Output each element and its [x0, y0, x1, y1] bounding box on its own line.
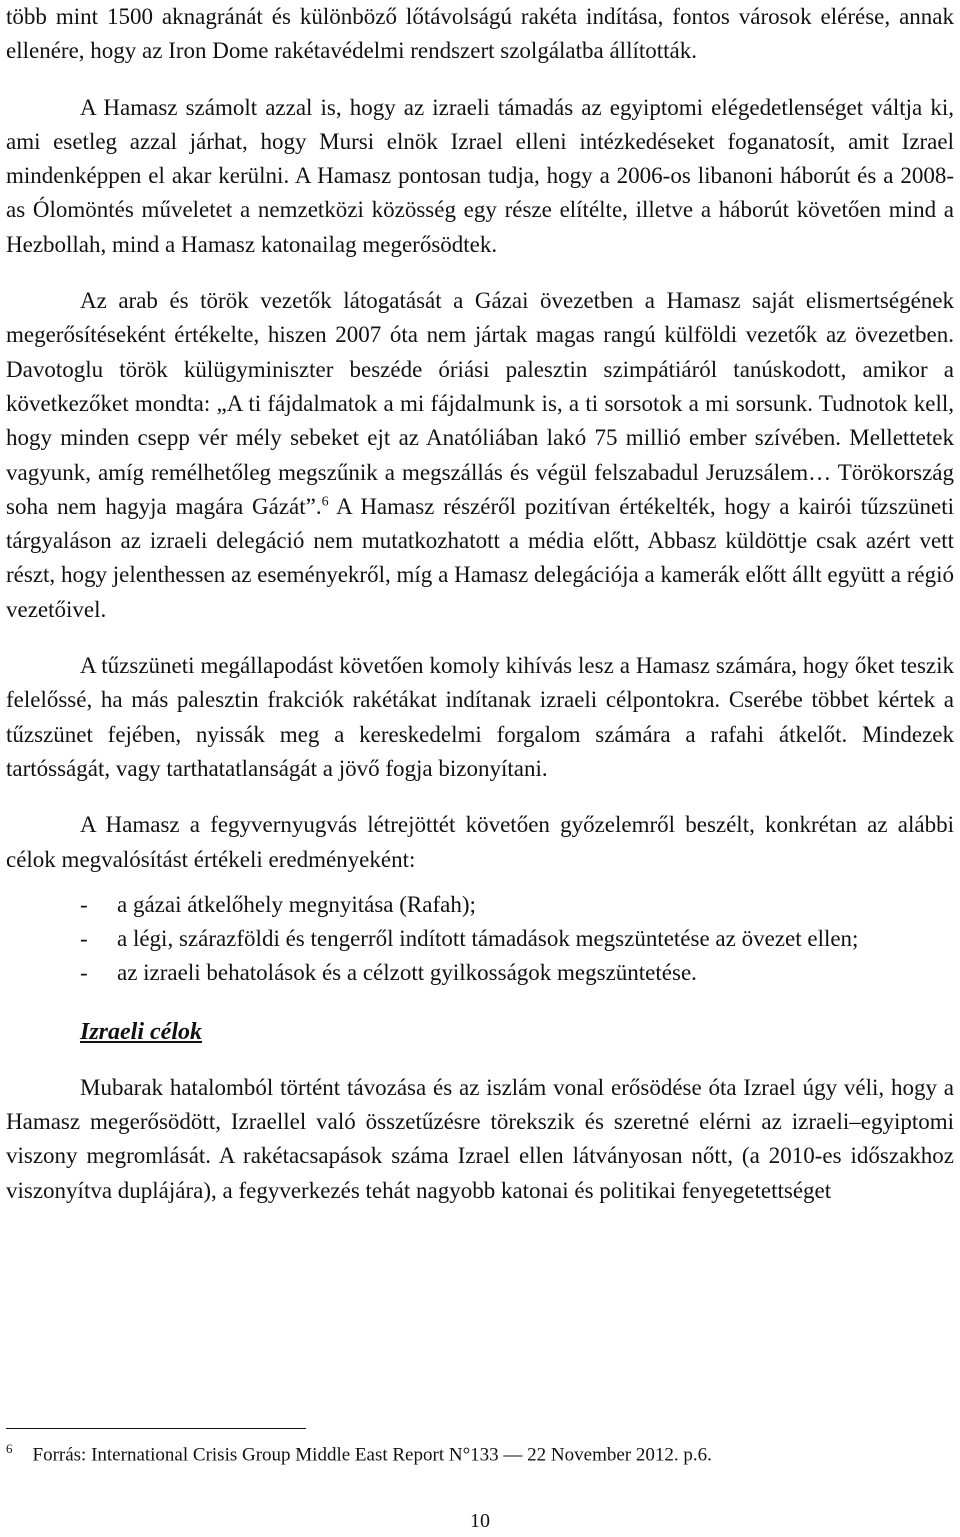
paragraph-3-text: Az arab és török vezetők látogatását a Gázai övezetben a Hamasz saját elismertségének megerősítéseként értékelte, hiszen 2007 óta nem jártak magas rangú külföldi vezetők az övezetben. Davotoglu török külügyminiszter beszéde óriási palesztin szimpátiáról tanúskodott, amikor a következőket mondta: „A ti fájdalmatok a mi fájdalmunk is, a ti sorsotok a mi sorsunk. Tudnotok kell, hogy minden csepp vér mély sebeket ejt az Anatóliában lakó 75 millió ember szívében. Mellettetek vagyunk, amíg remélhetőleg megszűnik a megszállás és végül felszabadul Jeruzsálem… Törökország soha nem hagyja magára Gázát”.	[6, 288, 954, 519]
list-item-text: a légi, szárazföldi és tengerről indított támadások megszüntetése az övezet ellen;	[117, 926, 859, 952]
paragraph-3-continued: A Hamasz részéről pozitívan értékelték, hogy a kairói tűzszüneti tárgyaláson az izraeli delegáció nem mutatkozhatott a média előtt, Abbasz küldöttje csak azért vett részt, hogy jelenthessen az eseményekről, míg a Hamasz delegációja a kamerák előtt állt együtt a régió vezetőivel.	[6, 493, 955, 622]
list-item	[6, 922, 954, 956]
list-item-text: a gázai átkelőhely megnyitása (Rafah);	[117, 891, 476, 917]
list-item	[6, 956, 954, 990]
page-number: 10	[470, 1510, 490, 1532]
document-page	[6, 0, 954, 1208]
list-dash: -	[80, 960, 88, 986]
footnote	[6, 1436, 954, 1468]
list-item	[6, 888, 954, 922]
list-dash: -	[80, 926, 88, 952]
list-dash: -	[80, 891, 88, 917]
paragraph-6: Mubarak hatalomból történt távozása és az iszlám vonal erősödése óta Izrael úgy véli, hogy a Hamasz megerősödött, Izraellel való összetűzésre törekszik és szeretné elérni az izraeli–egyiptomi viszony megromlását. A rakétacsapások száma Izrael ellen látványosan nőtt, (a 2010-es időszakhoz viszonyítva duplájára), a fegyverkezés tehát nagyobb katonai és politikai fenyegetettséget	[6, 1074, 954, 1203]
paragraph-4: A tűzszüneti megállapodást követően komoly kihívás lesz a Hamasz számára, hogy őket teszik felelőssé, ha más palesztin frakciók rakétákat indítanak izraeli célpontokra. Cserébe többet kértek a tűzszünet fejében, nyissák meg a kereskedelmi forgalom számára a rafahi átkelőt. Mindezek tartósságát, vagy tarthatatlanságát a jövő fogja bizonyítani.	[6, 653, 954, 781]
paragraph-3	[6, 284, 954, 627]
footnote-reference[interactable]: 6	[321, 494, 329, 510]
section-heading: Izraeli célok	[80, 1018, 202, 1045]
paragraph-2: A Hamasz számolt azzal is, hogy az izraeli támadás az egyiptomi elégedetlenséget váltja ki, ami esetleg azzal járhat, hogy Mursi elnök Izrael elleni intézkedéseket foganatosít, amit Izrael mindenképpen el akar kerülni. A Hamasz pontosan tudja, hogy a 2006-os libanoni háborút és a 2008-as Ólomöntés műveletet a nemzetközi közösség egy része elítélte, illetve a háborút követően mind a Hezbollah, mind a Hamasz katonailag megerősödtek.	[6, 94, 954, 257]
footnote-text: Forrás: International Crisis Group Middle East Report N°133 — 22 November 2012. p.6.	[32, 1444, 712, 1466]
paragraph-1: több mint 1500 aknagránát és különböző lőtávolságú rakéta indítása, fontos városok elérése, annak ellenére, hogy az Iron Dome rakétavédelmi rendszert szolgálatba állították.	[6, 4, 954, 64]
paragraph-5: A Hamasz a fegyvernyugvás létrejöttét követően győzelemről beszélt, konkrétan az alábbi célok megvalósítást értékeli eredményeként:	[6, 812, 954, 872]
footnote-number: 6	[6, 1441, 13, 1456]
list-item-text: az izraeli behatolások és a célzott gyilkosságok megszüntetése.	[117, 960, 697, 986]
footnote-separator	[6, 1428, 306, 1429]
goals-list	[6, 888, 954, 991]
